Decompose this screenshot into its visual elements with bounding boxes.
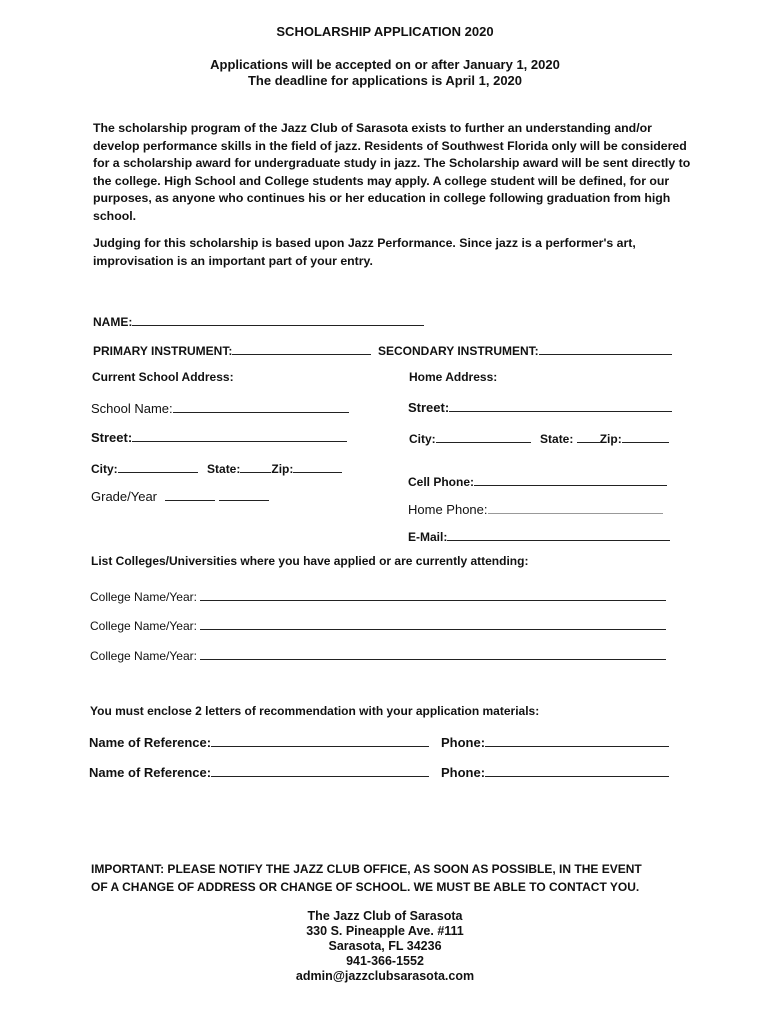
cell-phone-input-line[interactable]	[474, 472, 667, 486]
school-city-label: City:	[91, 462, 118, 476]
email-label: E-Mail:	[408, 530, 448, 544]
name-field[interactable]	[93, 312, 424, 329]
home-state-input-line[interactable]	[577, 429, 600, 443]
school-state-input-line[interactable]	[240, 459, 271, 473]
home-street-field[interactable]	[408, 398, 672, 415]
grade-year-label: Grade/Year	[91, 489, 158, 504]
home-city-state-zip-field[interactable]	[409, 429, 669, 446]
college-name-year-label: College Name/Year:	[90, 590, 197, 604]
primary-instrument-label: PRIMARY INSTRUMENT:	[93, 344, 233, 358]
contact-phone: 941-366-1552	[346, 954, 424, 968]
school-state-label: State:	[207, 462, 241, 476]
accept-date-line: Applications will be accepted on or after January 1, 2020	[210, 57, 560, 72]
school-zip-label: Zip:	[271, 462, 294, 476]
school-street-field[interactable]	[91, 428, 347, 445]
school-street-input-line[interactable]	[132, 428, 347, 442]
school-name-field[interactable]	[91, 399, 349, 416]
intro-paragraph: The scholarship program of the Jazz Club of Sarasota exists to further an understanding and/or develop performance skills in the field of jazz. Residents of Southwest Florida only will be considered for a scholarship award for undergraduate study in jazz. The Scholarship award will be sent directly to the college. High School and College students may apply. A college student will be defined, for our purposes, as anyone who continues his or her education in college following graduation from high school.	[93, 121, 691, 223]
college-name-year-label: College Name/Year:	[90, 649, 197, 663]
college-input-line[interactable]	[200, 587, 666, 601]
contact-email[interactable]: admin@jazzclubsarasota.com	[295, 969, 475, 983]
reference-name-input-line[interactable]	[211, 763, 429, 777]
college-row-2[interactable]	[90, 616, 666, 633]
email-input-line[interactable]	[447, 527, 670, 541]
important-notice-line-1: IMPORTANT: PLEASE NOTIFY THE JAZZ CLUB OFFICE, AS SOON AS POSSIBLE, IN THE EVENT	[91, 862, 642, 876]
name-label: NAME:	[93, 315, 133, 329]
home-state-label: State:	[540, 432, 574, 446]
school-city-state-zip-field[interactable]	[91, 459, 342, 476]
colleges-heading: List Colleges/Universities where you have applied or are currently attending:	[91, 554, 529, 568]
home-street-input-line[interactable]	[449, 398, 672, 412]
college-name-year-label: College Name/Year:	[90, 619, 197, 633]
reference-phone-input-line[interactable]	[485, 763, 669, 777]
reference-phone-field-1[interactable]	[441, 733, 669, 750]
grade-input-line[interactable]	[165, 487, 215, 501]
page-title: SCHOLARSHIP APPLICATION 2020	[276, 24, 494, 39]
reference-phone-field-2[interactable]	[441, 763, 669, 780]
school-name-label: School Name:	[91, 401, 173, 416]
secondary-instrument-field[interactable]	[378, 341, 672, 358]
important-notice-line-2: OF A CHANGE OF ADDRESS OR CHANGE OF SCHOOL. WE MUST BE ABLE TO CONTACT YOU.	[91, 880, 640, 894]
reference-phone-input-line[interactable]	[485, 733, 669, 747]
reference-name-input-line[interactable]	[211, 733, 429, 747]
primary-instrument-input-line[interactable]	[232, 341, 371, 355]
email-field[interactable]	[408, 527, 670, 544]
reference-phone-label: Phone:	[441, 735, 486, 750]
references-heading: You must enclose 2 letters of recommendation with your application materials:	[90, 704, 540, 718]
home-zip-input-line[interactable]	[622, 429, 669, 443]
reference-phone-label: Phone:	[441, 765, 486, 780]
grade-year-field[interactable]	[91, 487, 269, 504]
home-address-label: Home Address:	[409, 370, 498, 384]
college-row-1[interactable]	[90, 587, 666, 604]
name-input-line[interactable]	[132, 312, 424, 326]
cell-phone-field[interactable]	[408, 472, 667, 489]
home-zip-label: Zip:	[599, 432, 622, 446]
college-row-3[interactable]	[90, 646, 666, 663]
contact-city: Sarasota, FL 34236	[328, 939, 442, 953]
deadline-line: The deadline for applications is April 1, 2020	[247, 73, 523, 88]
reference-name-field-2[interactable]	[89, 763, 429, 780]
school-city-input-line[interactable]	[118, 459, 198, 473]
year-input-line[interactable]	[219, 487, 269, 501]
judging-paragraph: Judging for this scholarship is based upon Jazz Performance. Since jazz is a performer's art, improvisation is an important part of your entry.	[93, 236, 636, 268]
secondary-instrument-label: SECONDARY INSTRUMENT:	[378, 344, 539, 358]
home-phone-input-line[interactable]	[488, 500, 663, 514]
reference-name-label: Name of Reference:	[89, 765, 212, 780]
school-zip-input-line[interactable]	[293, 459, 342, 473]
secondary-instrument-input-line[interactable]	[539, 341, 672, 355]
home-phone-label: Home Phone:	[408, 502, 488, 517]
home-city-input-line[interactable]	[436, 429, 531, 443]
primary-instrument-field[interactable]	[93, 341, 371, 358]
reference-name-field-1[interactable]	[89, 733, 429, 750]
reference-name-label: Name of Reference:	[89, 735, 212, 750]
cell-phone-label: Cell Phone:	[408, 475, 475, 489]
home-city-label: City:	[409, 432, 436, 446]
school-street-label: Street:	[91, 430, 133, 445]
home-phone-field[interactable]	[408, 500, 663, 517]
college-input-line[interactable]	[200, 646, 666, 660]
college-input-line[interactable]	[200, 616, 666, 630]
home-street-label: Street:	[408, 400, 450, 415]
school-name-input-line[interactable]	[173, 399, 349, 413]
contact-org: The Jazz Club of Sarasota	[307, 909, 463, 923]
contact-street: 330 S. Pineapple Ave. #111	[306, 924, 464, 938]
current-school-address-label: Current School Address:	[92, 370, 234, 384]
